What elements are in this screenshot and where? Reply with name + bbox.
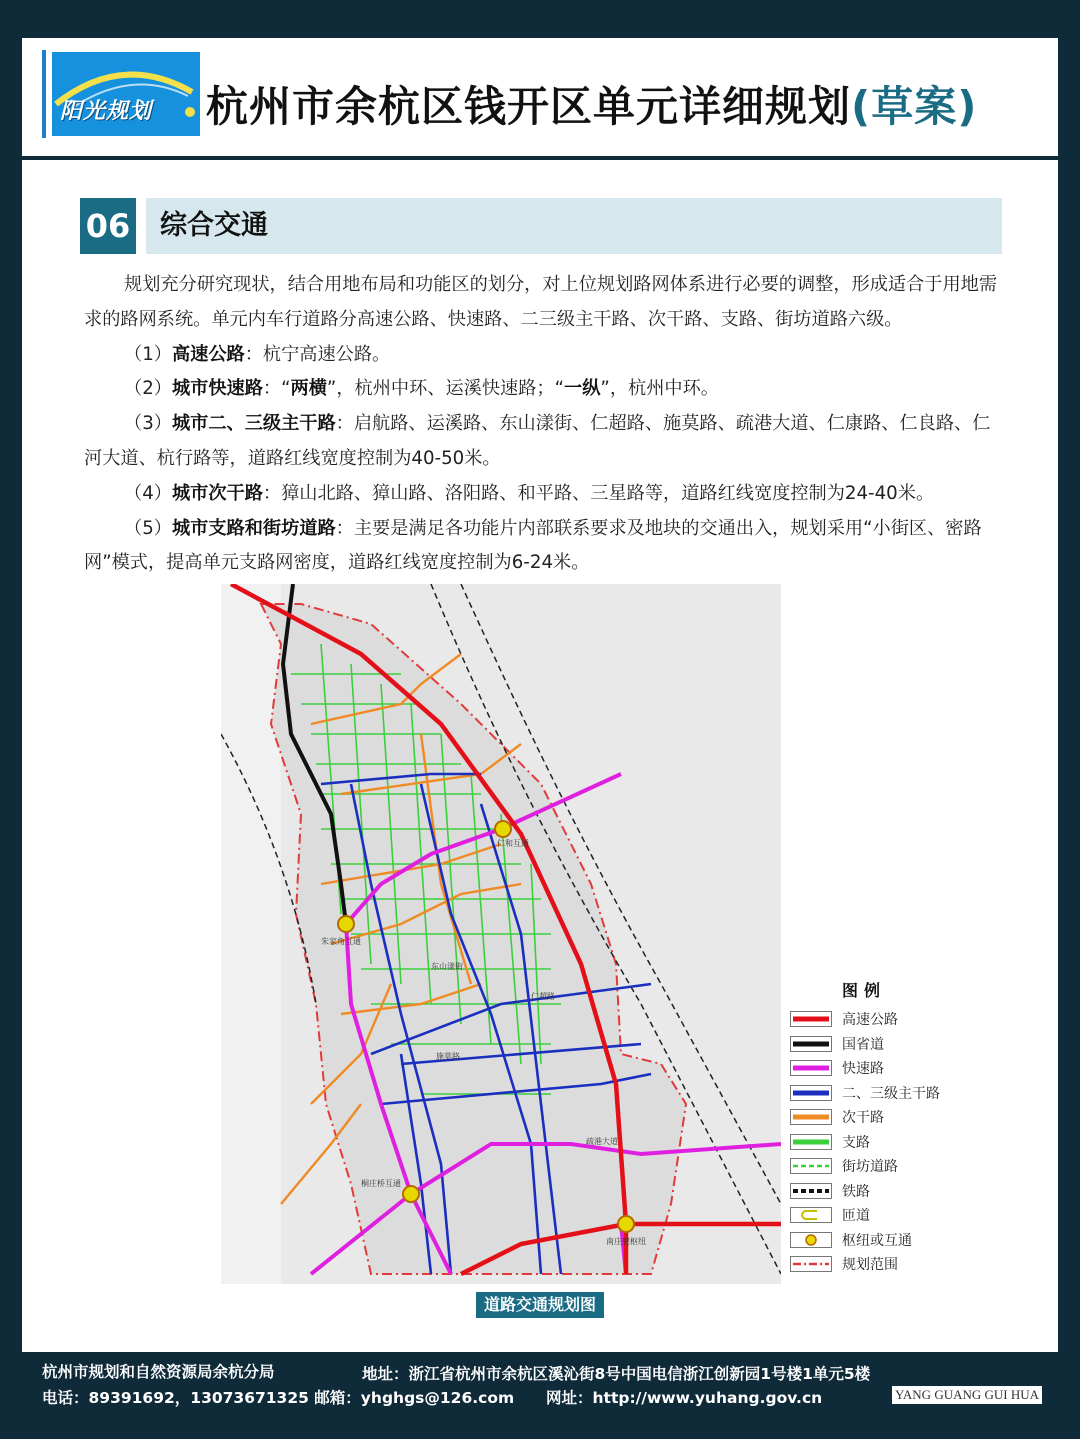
header-accent-bar	[42, 50, 46, 138]
item-2-text-c: ”，杭州中环。	[600, 378, 719, 400]
hub-icon	[495, 821, 511, 837]
legend-swatch-icon	[790, 1109, 832, 1125]
legend-label: 高速公路	[842, 1012, 898, 1029]
item-5-prefix: （5）	[124, 517, 172, 539]
item-1-text: ：杭宁高速公路。	[244, 343, 391, 365]
item-3	[84, 407, 1004, 477]
item-4-prefix: （4）	[124, 482, 172, 504]
legend-item	[790, 1081, 960, 1106]
map-label-qiaojiaqiao: 桐庄桥互通	[361, 1179, 401, 1188]
item-4	[84, 477, 1004, 512]
body-text	[84, 268, 1004, 581]
map-caption: 道路交通规划图	[476, 1292, 604, 1318]
legend-title: 图例	[842, 981, 887, 1000]
item-3-label: 城市二、三级主干路	[171, 413, 336, 435]
footer-brand: YANG GUANG GUI HUA	[892, 1386, 1042, 1404]
footer-website[interactable]: 网址：http://www.yuhang.gov.cn	[546, 1389, 823, 1407]
map-label-shimo: 施莫路	[436, 1052, 460, 1061]
intro-paragraph: 规划充分研究现状，结合用地布局和功能区的划分，对上位规划路网体系进行必要的调整，形成适合于用地需求的路网系统。单元内车行道路分高速公路、快速路、二三级主干路、次干路、支路、街坊道路六级。	[84, 274, 998, 330]
road-traffic-plan-map	[221, 584, 781, 1284]
legend-item	[790, 1154, 960, 1179]
map-label-nanzhuang: 南庄兜枢纽	[606, 1237, 646, 1246]
legend-swatch-icon	[790, 1134, 832, 1150]
item-1	[84, 338, 1004, 373]
page-title-main: 杭州市余杭区钱开区单元详细规划	[206, 82, 852, 131]
legend-item	[790, 1228, 960, 1253]
legend-item	[790, 1056, 960, 1081]
logo-text: 阳光规划	[60, 99, 153, 124]
legend-item	[790, 1203, 960, 1228]
legend-label: 规划范围	[842, 1257, 898, 1274]
page	[22, 38, 1058, 1352]
legend-label: 国省道	[842, 1036, 884, 1053]
legend-swatch-icon	[790, 1232, 832, 1248]
legend-label: 街坊道路	[842, 1159, 898, 1176]
legend-swatch-icon	[790, 1207, 832, 1223]
legend-swatch-icon	[790, 1183, 832, 1199]
section-title: 综合交通	[160, 210, 268, 241]
page-title	[206, 74, 977, 134]
legend-item	[790, 1130, 960, 1155]
hub-icon	[403, 1186, 419, 1202]
item-3-prefix: （3）	[124, 413, 172, 435]
legend-label: 支路	[842, 1134, 870, 1151]
logo	[52, 52, 200, 136]
section-title-box	[146, 198, 1002, 254]
header	[22, 38, 1058, 160]
legend-item	[790, 1105, 960, 1130]
legend-swatch-icon	[790, 1011, 832, 1027]
legend-label: 二、三级主干路	[842, 1085, 940, 1102]
legend-swatch-icon	[790, 1158, 832, 1174]
map-label-renhe-hub: 仁和互通	[497, 839, 529, 848]
legend-item	[790, 1032, 960, 1057]
item-1-prefix: （1）	[124, 343, 172, 365]
legend-swatch-icon	[790, 1085, 832, 1101]
item-2-prefix: （2）	[124, 378, 172, 400]
footer-org: 杭州市规划和自然资源局余杭分局	[42, 1363, 275, 1381]
item-2-bold-b: 一纵	[564, 378, 601, 400]
legend-swatch-icon	[790, 1256, 832, 1272]
legend-label: 次干路	[842, 1110, 884, 1127]
legend-label: 铁路	[842, 1183, 870, 1200]
legend-swatch-icon	[790, 1036, 832, 1052]
item-2	[84, 372, 1004, 407]
map-label-renchao: 仁超路	[531, 992, 555, 1001]
item-4-text: ：獐山北路、獐山路、洛阳路、和平路、三星路等，道路红线宽度控制为24-40米。	[262, 482, 935, 504]
map-label-dongshan: 东山漾街	[431, 962, 463, 971]
map-label-zhujiaqiao-hub: 朱家角互通	[321, 937, 361, 946]
footer-contact: 电话：89391692，13073671325 邮箱：yhghgs@126.com	[42, 1389, 515, 1407]
map-label-shugang: 疏港大道	[586, 1137, 618, 1146]
hub-icon	[618, 1216, 634, 1232]
item-5	[84, 512, 1004, 582]
item-2-label: 城市快速路	[171, 378, 263, 400]
hub-icon	[338, 916, 354, 932]
item-2-text-a: ：“	[262, 378, 291, 400]
item-2-bold-a: 两横	[290, 378, 327, 400]
item-3-text: ：启航路、运溪路、东山漾街、仁超路、施莫路、疏港大道、仁康路、仁良路、仁河大道、杭行路等，道路红线宽度控制为40-50米。	[84, 413, 991, 469]
item-4-label: 城市次干路	[171, 482, 263, 504]
item-2-text-b: ”，杭州中环、运溪快速路；“	[326, 378, 565, 400]
legend-item	[790, 1007, 960, 1032]
footer	[0, 1352, 1080, 1439]
legend-label: 匝道	[842, 1208, 870, 1225]
footer-address: 地址：浙江省杭州市余杭区溪沁街8号中国电信浙江创新园1号楼1单元5楼	[362, 1365, 871, 1383]
legend-item	[790, 1252, 960, 1277]
item-5-label: 城市支路和街坊道路	[171, 517, 336, 539]
item-5-text: ：主要是满足各功能片内部联系要求及地块的交通出入，规划采用“小街区、密路网”模式，提高单元支路网密度，道路红线宽度控制为6-24米。	[84, 517, 982, 574]
legend-item	[790, 1179, 960, 1204]
legend	[790, 978, 960, 1277]
section-number: 06	[80, 198, 136, 254]
legend-swatch-icon	[790, 1060, 832, 1076]
item-1-label: 高速公路	[171, 343, 245, 365]
page-title-draft: (草案)	[851, 82, 978, 131]
legend-label: 快速路	[842, 1061, 884, 1078]
legend-label: 枢纽或互通	[842, 1232, 912, 1249]
